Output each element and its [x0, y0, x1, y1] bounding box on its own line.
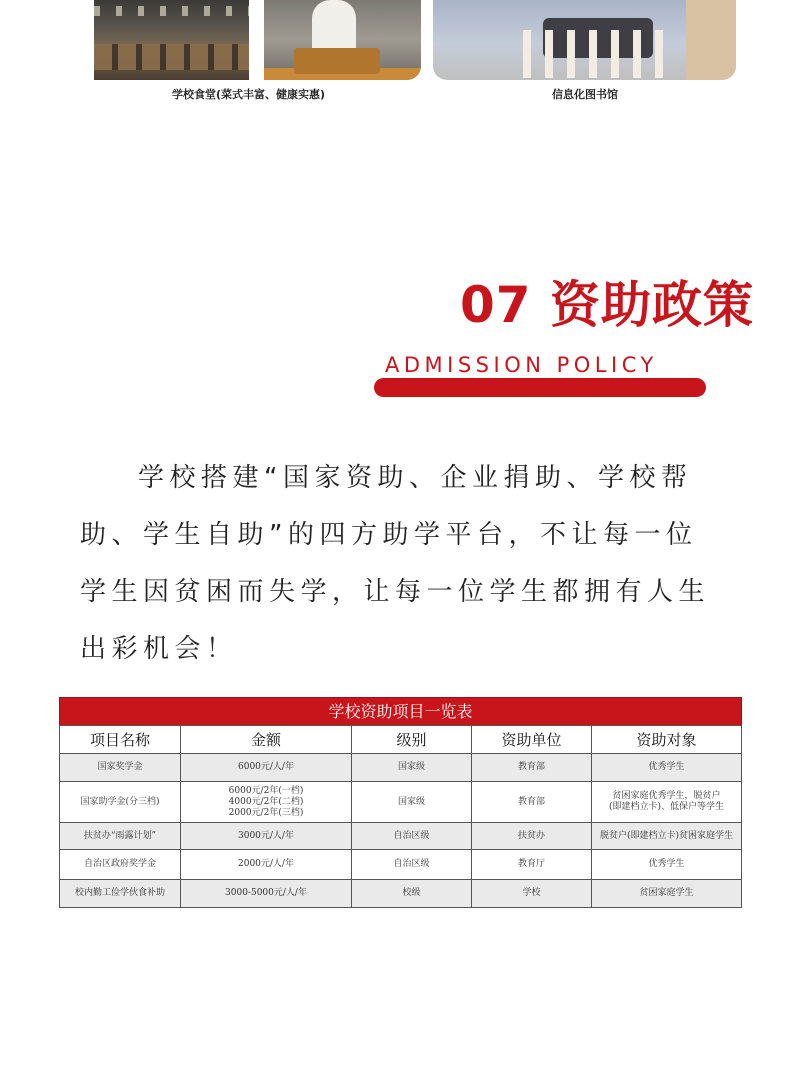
cell-name: 自治区政府奖学金 [60, 850, 181, 880]
header-project-name: 项目名称 [60, 726, 181, 754]
cell-target: 优秀学生 [592, 850, 742, 880]
cell-target: 贫困家庭优秀学生，脱贫户 (即建档立卡)、低保户等学生 [592, 782, 742, 823]
canteen-photo [94, 0, 249, 80]
cell-unit: 教育部 [472, 782, 592, 823]
cell-target: 贫困家庭学生 [592, 880, 742, 908]
table-title: 学校资助项目一览表 [59, 697, 742, 725]
cell-target: 脱贫户(即建档立卡)贫困家庭学生 [592, 823, 742, 850]
cell-unit: 教育部 [472, 754, 592, 782]
header-target: 资助对象 [592, 726, 742, 754]
cell-amount: 2000元/人/年 [181, 850, 352, 880]
cell-level: 自治区级 [352, 823, 472, 850]
cell-amount: 6000元/2年(一档) 4000元/2年(二档) 2000元/2年(三档) [181, 782, 352, 823]
header-amount: 金额 [181, 726, 352, 754]
student-dining-photo [264, 0, 421, 80]
cell-name: 扶贫办“雨露计划” [60, 823, 181, 850]
cell-unit: 教育厅 [472, 850, 592, 880]
section-title: 07 资助政策 [460, 276, 754, 334]
cell-level: 国家级 [352, 782, 472, 823]
cell-name: 校内勤工俭学伙食补助 [60, 880, 181, 908]
intro-paragraph: 学校搭建“国家资助、企业捐助、学校帮助、学生自助”的四方助学平台，不让每一位学生因贫困而失学，让每一位学生都拥有人生出彩机会！ [80, 463, 711, 664]
cell-unit: 学校 [472, 880, 592, 908]
table-row [60, 782, 742, 823]
table-row [60, 754, 742, 782]
header-level: 级别 [352, 726, 472, 754]
cell-unit: 扶贫办 [472, 823, 592, 850]
table-row [60, 880, 742, 908]
header-funding-unit: 资助单位 [472, 726, 592, 754]
table-row [60, 823, 742, 850]
library-photo [433, 0, 736, 80]
library-caption: 信息化图书馆 [552, 88, 618, 101]
cell-name: 国家助学金(分三档) [60, 782, 181, 823]
section-subtitle: ADMISSION POLICY [385, 353, 658, 377]
cell-amount: 6000元/人/年 [181, 754, 352, 782]
cell-level: 校级 [352, 880, 472, 908]
cell-amount: 3000元/人/年 [181, 823, 352, 850]
cell-level: 自治区级 [352, 850, 472, 880]
cell-amount: 3000-5000元/人/年 [181, 880, 352, 908]
table-row [60, 850, 742, 880]
section-underline-bar [374, 378, 706, 397]
canteen-caption: 学校食堂(菜式丰富、健康实惠) [172, 88, 326, 101]
cell-level: 国家级 [352, 754, 472, 782]
aid-projects-table [59, 697, 742, 908]
cell-name: 国家奖学金 [60, 754, 181, 782]
cell-target: 优秀学生 [592, 754, 742, 782]
